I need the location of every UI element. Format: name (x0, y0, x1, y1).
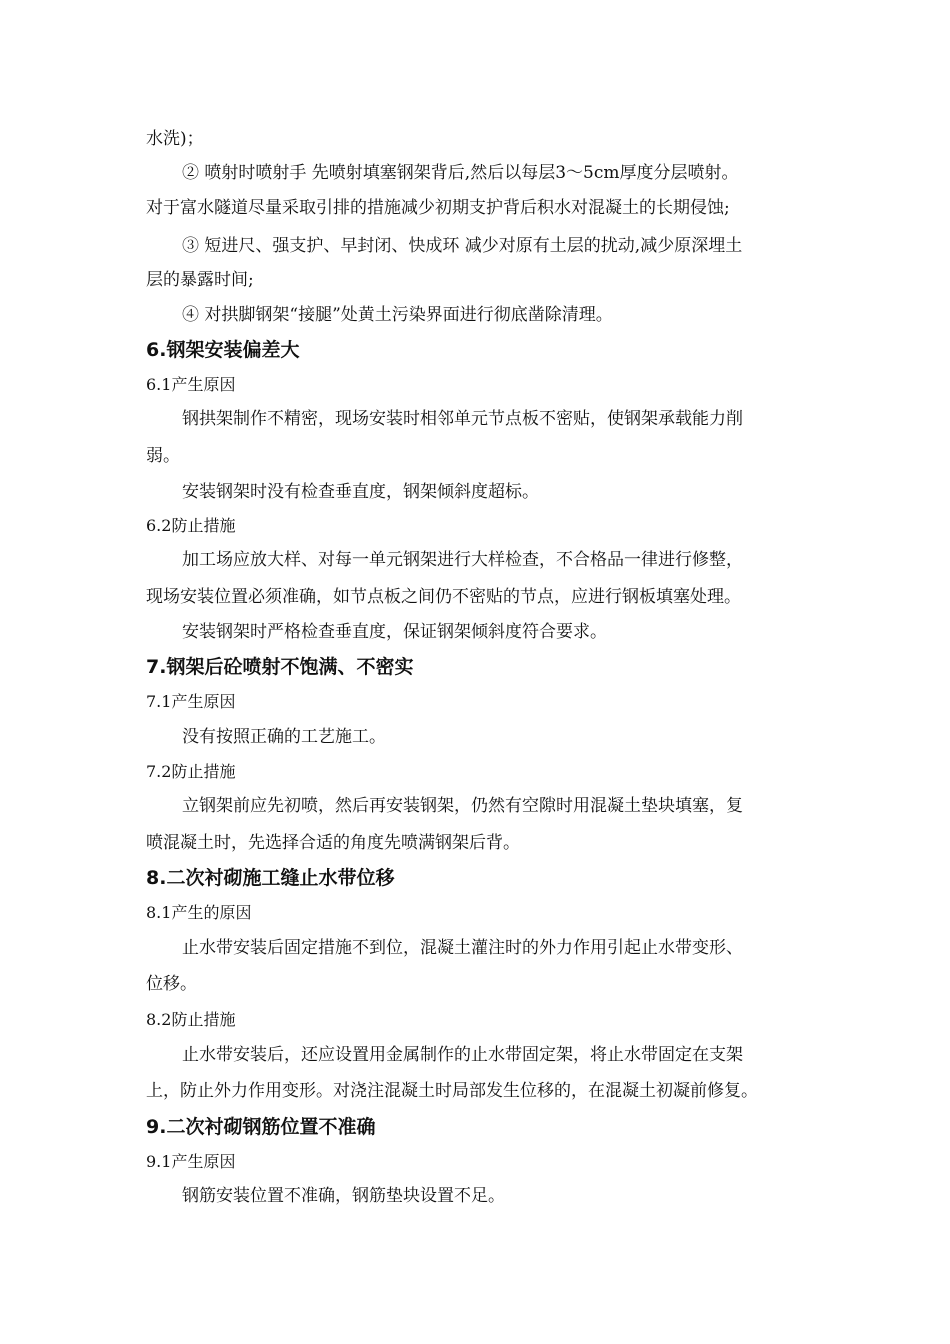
subsection-heading: 6.1产生原因 (146, 375, 236, 394)
subsection-heading: 7.1产生原因 (146, 692, 236, 711)
subsection-heading: 9.1产生原因 (146, 1152, 236, 1171)
body-line: 止水带安装后固定措施不到位，混凝土灌注时的外力作用引起止水带变形、 (182, 938, 743, 958)
section-heading: 9.二次衬砌钢筋位置不准确 (146, 1116, 376, 1138)
subsection-heading: 8.1产生的原因 (146, 903, 252, 922)
body-line: ② 喷射时喷射手 先喷射填塞钢架背后,然后以每层3～5cm厚度分层喷射。 (182, 163, 739, 183)
body-line: 加工场应放大样、对每一单元钢架进行大样检查，不合格品一律进行修整， (182, 550, 743, 570)
section-heading: 8.二次衬砌施工缝止水带位移 (146, 867, 395, 889)
body-line: 钢筋安装位置不准确，钢筋垫块设置不足。 (182, 1186, 505, 1206)
body-line: 钢拱架制作不精密，现场安装时相邻单元节点板不密贴，使钢架承载能力削 (182, 409, 743, 429)
body-line: 安装钢架时没有检查垂直度，钢架倾斜度超标。 (182, 482, 539, 502)
subsection-heading: 6.2防止措施 (146, 516, 236, 535)
section-heading: 7.钢架后砼喷射不饱满、不密实 (146, 656, 414, 678)
body-line: 立钢架前应先初喷，然后再安装钢架，仍然有空隙时用混凝土垫块填塞，复 (182, 796, 743, 816)
body-line: ③ 短进尺、强支护、早封闭、快成环 减少对原有土层的扰动,减少原深埋土 (182, 236, 743, 256)
body-line: 没有按照正确的工艺施工。 (182, 727, 386, 747)
subsection-heading: 8.2防止措施 (146, 1010, 236, 1029)
body-line: ④ 对拱脚钢架“接腿”处黄土污染界面进行彻底凿除清理。 (182, 305, 613, 325)
body-line: 止水带安装后，还应设置用金属制作的止水带固定架，将止水带固定在支架 (182, 1045, 743, 1065)
body-line: 上，防止外力作用变形。对浇注混凝土时局部发生位移的，在混凝土初凝前修复。 (146, 1081, 758, 1101)
body-line: 现场安装位置必须准确，如节点板之间仍不密贴的节点，应进行钢板填塞处理。 (146, 587, 741, 607)
body-line: 水洗)； (146, 129, 204, 149)
body-line: 层的暴露时间; (146, 270, 254, 290)
body-line: 弱。 (146, 446, 180, 466)
subsection-heading: 7.2防止措施 (146, 762, 236, 781)
body-line: 位移。 (146, 974, 197, 994)
body-line: 对于富水隧道尽量采取引排的措施减少初期支护背后积水对混凝土的长期侵蚀; (146, 198, 730, 218)
body-line: 安装钢架时严格检查垂直度，保证钢架倾斜度符合要求。 (182, 622, 607, 642)
body-line: 喷混凝土时，先选择合适的角度先喷满钢架后背。 (146, 833, 520, 853)
section-heading: 6.钢架安装偏差大 (146, 339, 300, 361)
